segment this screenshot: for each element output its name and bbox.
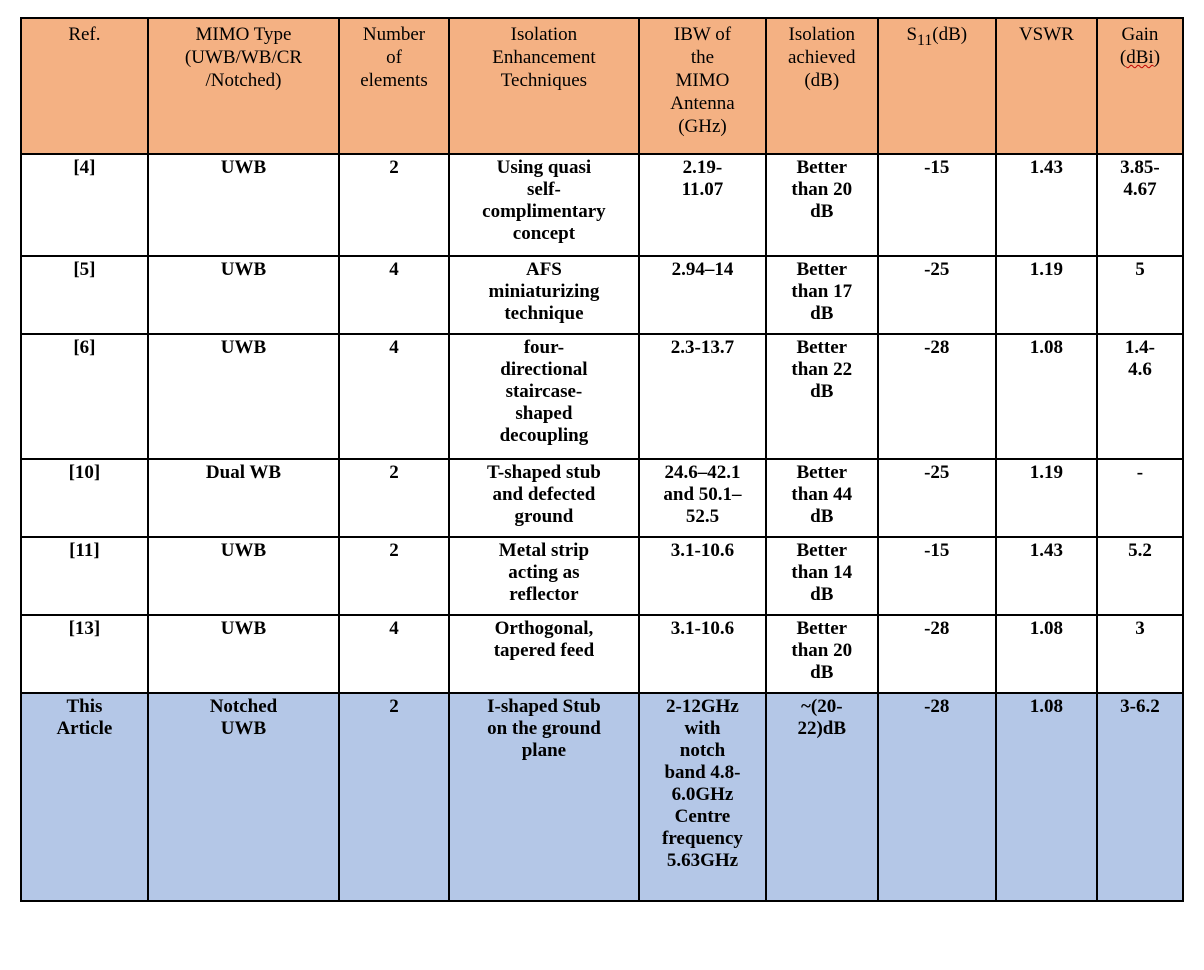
header-number-of-elements: Number of elements — [339, 18, 449, 154]
cell-isolation-technique: I-shaped Stub on the ground plane — [449, 693, 639, 901]
cell-gain: 5.2 — [1097, 537, 1183, 615]
cell-ref: [5] — [21, 256, 148, 334]
cell-ibw: 2-12GHz with notch band 4.8- 6.0GHz Centre frequency 5.63GHz — [639, 693, 766, 901]
cell-mimo-type: UWB — [148, 334, 339, 459]
cell-ref: [11] — [21, 537, 148, 615]
comparison-table — [20, 17, 1184, 902]
table-row — [21, 334, 1183, 459]
cell-isolation-achieved: Better than 14 dB — [766, 537, 878, 615]
cell-number-of-elements: 4 — [339, 334, 449, 459]
cell-mimo-type: Notched UWB — [148, 693, 339, 901]
cell-isolation-achieved: Better than 20 dB — [766, 154, 878, 256]
cell-isolation-achieved: Better than 17 dB — [766, 256, 878, 334]
table-row — [21, 615, 1183, 693]
cell-gain: 1.4- 4.6 — [1097, 334, 1183, 459]
cell-s11: -28 — [878, 334, 996, 459]
cell-ref: This Article — [21, 693, 148, 901]
table-row — [21, 693, 1183, 901]
gain-close-paren: ) — [1153, 47, 1161, 68]
cell-s11: -25 — [878, 256, 996, 334]
cell-vswr: 1.19 — [996, 459, 1097, 537]
header-row — [21, 18, 1183, 154]
cell-vswr: 1.08 — [996, 615, 1097, 693]
cell-s11: -25 — [878, 459, 996, 537]
cell-vswr: 1.43 — [996, 154, 1097, 256]
cell-ibw: 2.3-13.7 — [639, 334, 766, 459]
cell-isolation-achieved: Better than 22 dB — [766, 334, 878, 459]
cell-mimo-type: UWB — [148, 537, 339, 615]
cell-number-of-elements: 4 — [339, 615, 449, 693]
cell-gain: 3.85- 4.67 — [1097, 154, 1183, 256]
cell-gain: 3 — [1097, 615, 1183, 693]
cell-isolation-achieved: ~(20- 22)dB — [766, 693, 878, 901]
cell-number-of-elements: 2 — [339, 537, 449, 615]
header-isolation-technique: Isolation Enhancement Techniques — [449, 18, 639, 154]
cell-ref: [6] — [21, 334, 148, 459]
cell-ibw: 3.1-10.6 — [639, 537, 766, 615]
cell-vswr: 1.08 — [996, 693, 1097, 901]
cell-s11: -28 — [878, 615, 996, 693]
cell-gain: - — [1097, 459, 1183, 537]
cell-s11: -28 — [878, 693, 996, 901]
table-row — [21, 459, 1183, 537]
cell-ibw: 3.1-10.6 — [639, 615, 766, 693]
table-row — [21, 154, 1183, 256]
header-mimo-type: MIMO Type (UWB/WB/CR /Notched) — [148, 18, 339, 154]
cell-isolation-achieved: Better than 20 dB — [766, 615, 878, 693]
header-isolation-achieved: Isolation achieved (dB) — [766, 18, 878, 154]
cell-ref: [4] — [21, 154, 148, 256]
cell-ref: [13] — [21, 615, 148, 693]
cell-number-of-elements: 2 — [339, 459, 449, 537]
cell-number-of-elements: 4 — [339, 256, 449, 334]
header-ibw: IBW of the MIMO Antenna (GHz) — [639, 18, 766, 154]
header-s11 — [878, 18, 996, 154]
cell-gain: 3-6.2 — [1097, 693, 1183, 901]
cell-ibw: 24.6–42.1 and 50.1– 52.5 — [639, 459, 766, 537]
cell-ref: [10] — [21, 459, 148, 537]
s11-label: S — [906, 24, 918, 45]
cell-s11: -15 — [878, 154, 996, 256]
cell-ibw: 2.19- 11.07 — [639, 154, 766, 256]
cell-gain: 5 — [1097, 256, 1183, 334]
gain-unit: dBi — [1126, 47, 1154, 68]
cell-isolation-technique: AFS miniaturizing technique — [449, 256, 639, 334]
cell-isolation-technique: Using quasi self- complimentary concept — [449, 154, 639, 256]
header-ref: Ref. — [21, 18, 148, 154]
cell-isolation-technique: T-shaped stub and defected ground — [449, 459, 639, 537]
cell-vswr: 1.08 — [996, 334, 1097, 459]
cell-ibw: 2.94–14 — [639, 256, 766, 334]
cell-number-of-elements: 2 — [339, 154, 449, 256]
cell-vswr: 1.43 — [996, 537, 1097, 615]
gain-label: Gain — [1121, 24, 1159, 45]
header-vswr: VSWR — [996, 18, 1097, 154]
cell-mimo-type: Dual WB — [148, 459, 339, 537]
cell-mimo-type: UWB — [148, 615, 339, 693]
cell-mimo-type: UWB — [148, 154, 339, 256]
cell-s11: -15 — [878, 537, 996, 615]
table-row — [21, 537, 1183, 615]
cell-vswr: 1.19 — [996, 256, 1097, 334]
cell-isolation-technique: Orthogonal, tapered feed — [449, 615, 639, 693]
header-gain — [1097, 18, 1183, 154]
cell-mimo-type: UWB — [148, 256, 339, 334]
s11-subscript: 11 — [917, 31, 933, 49]
cell-isolation-technique: four- directional staircase- shaped decoupling — [449, 334, 639, 459]
cell-isolation-achieved: Better than 44 dB — [766, 459, 878, 537]
gain-open-paren: ( — [1119, 47, 1127, 68]
cell-isolation-technique: Metal strip acting as reflector — [449, 537, 639, 615]
s11-unit: (dB) — [932, 24, 968, 45]
table-body — [21, 154, 1183, 901]
cell-number-of-elements: 2 — [339, 693, 449, 901]
table-row — [21, 256, 1183, 334]
